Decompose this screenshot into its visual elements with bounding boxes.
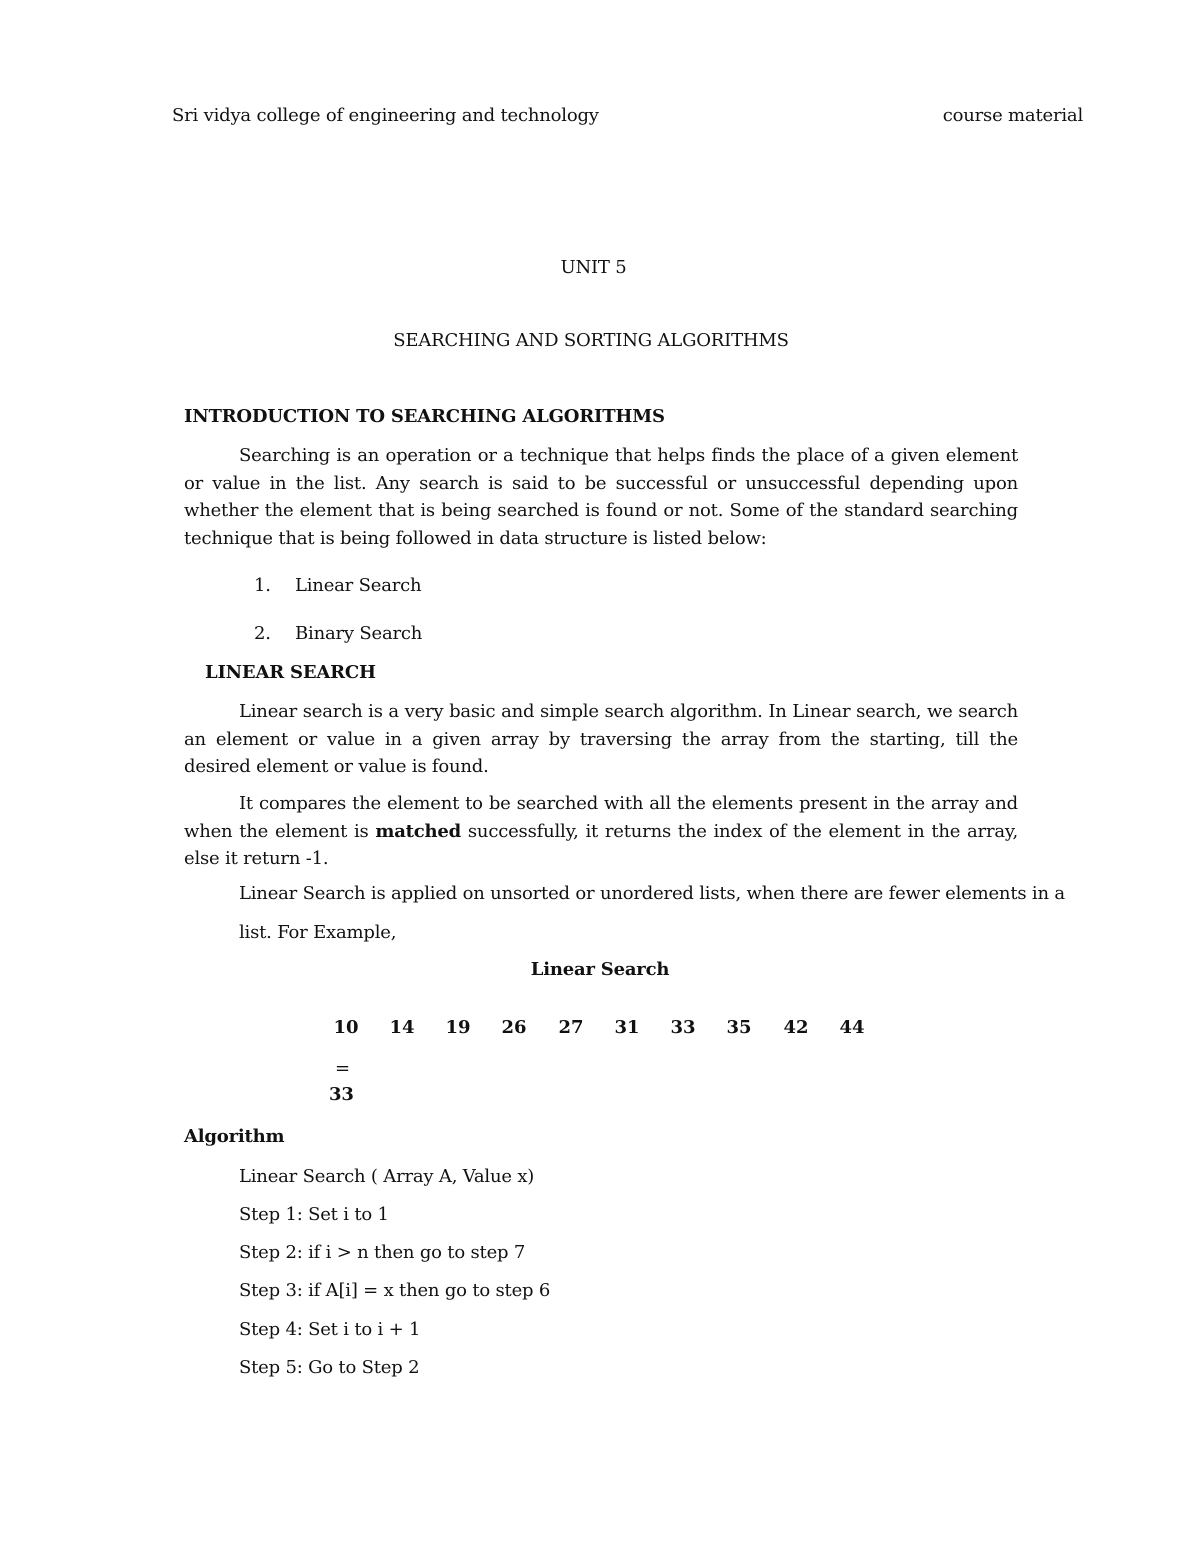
list-item-2-num: 2.: [254, 623, 271, 644]
linear-paragraph-2: [184, 790, 1018, 873]
unit-title: UNIT 5: [560, 257, 627, 278]
algorithm-line: Step 5: Go to Step 2: [239, 1357, 420, 1378]
linear-paragraph-1: [184, 698, 1018, 781]
unit-subtitle: SEARCHING AND SORTING ALGORITHMS: [393, 330, 789, 351]
search-target: 33: [329, 1084, 354, 1105]
linear-paragraph-3-line-2: list. For Example,: [239, 922, 397, 943]
linear-paragraph-2-text-a: It compares the element to be searched with all the elements present in the array and when the element is: [184, 793, 1018, 842]
list-item-1-text: Linear Search: [295, 575, 422, 596]
algorithm-heading: Algorithm: [184, 1126, 285, 1147]
figure-title: Linear Search: [530, 959, 670, 980]
algorithm-line: Step 3: if A[i] = x then go to step 6: [239, 1280, 551, 1301]
array-cell: 19: [445, 1017, 471, 1038]
matched-bold: matched: [375, 820, 462, 842]
algorithm-line: Step 1: Set i to 1: [239, 1204, 389, 1225]
array-cell: 14: [389, 1017, 415, 1038]
linear-paragraph-1-text: Linear search is a very basic and simple search algorithm. In Linear search, we search an element or value in a given array by traversing the array from the starting, till the desired element or value is found.: [184, 701, 1018, 777]
array-cell: 10: [333, 1017, 359, 1038]
algorithm-line: Step 2: if i > n then go to step 7: [239, 1242, 526, 1263]
linear-paragraph-3-line-1: Linear Search is applied on unsorted or unordered lists, when there are fewer elements in a: [239, 883, 1065, 904]
intro-heading: INTRODUCTION TO SEARCHING ALGORITHMS: [184, 406, 665, 427]
array-cell: 31: [614, 1017, 640, 1038]
list-item-2-text: Binary Search: [295, 623, 423, 644]
intro-paragraph: [184, 442, 1018, 552]
array-cell: 26: [501, 1017, 527, 1038]
algorithm-line: Linear Search ( Array A, Value x): [239, 1166, 535, 1187]
algorithm-line: Step 4: Set i to i + 1: [239, 1319, 421, 1340]
list-item-1-num: 1.: [254, 575, 271, 596]
header-left: Sri vidya college of engineering and technology: [172, 105, 599, 126]
header-right: course material: [942, 105, 1083, 126]
array-cell: 44: [839, 1017, 865, 1038]
equals-sign: =: [335, 1058, 350, 1079]
linear-heading: LINEAR SEARCH: [205, 662, 376, 683]
array-cell: 33: [670, 1017, 696, 1038]
intro-paragraph-text: Searching is an operation or a technique that helps finds the place of a given element or value in the list. Any search is said to be successful or unsuccessful depending upon whether the element that is being searched is found or not. Some of the standard searching technique that is being followed in data structure is listed below:: [184, 445, 1018, 549]
linear-paragraph-2-text-b: successfully, it returns the index of the element in the array, else it return -1.: [184, 820, 1018, 869]
array-cell: 42: [783, 1017, 809, 1038]
array-cell: 27: [558, 1017, 584, 1038]
array-cell: 35: [726, 1017, 752, 1038]
